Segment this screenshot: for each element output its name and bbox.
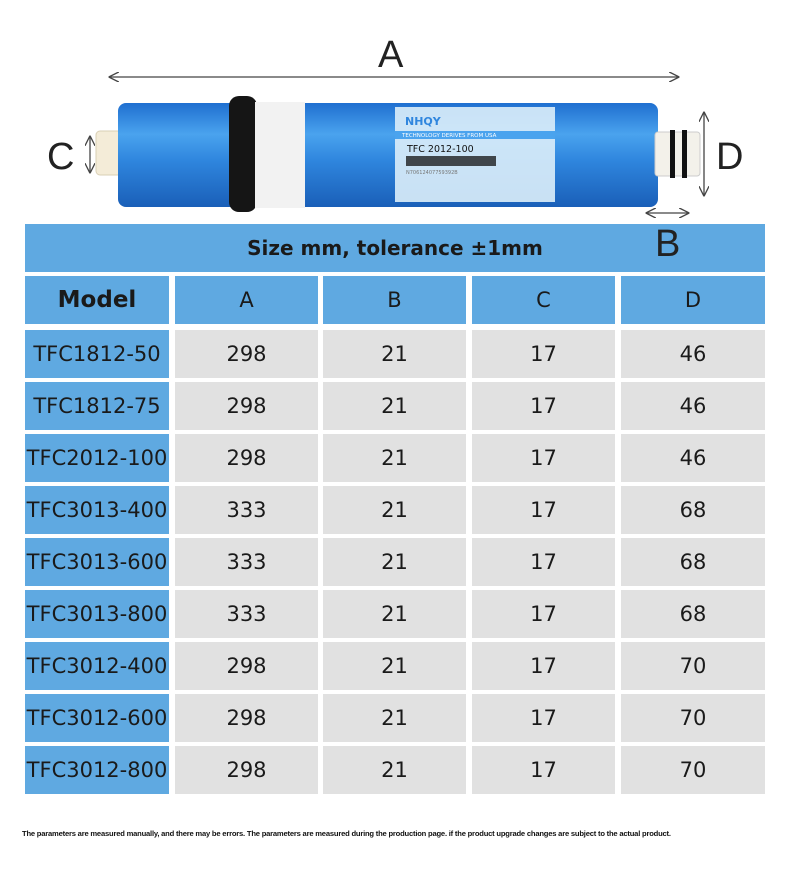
value-cell: 333 [175,538,318,586]
value-cell: 298 [175,746,318,794]
model-cell: TFC3013-600 [25,538,169,586]
model-text: TFC 2012-100 [407,144,474,155]
value-cell: 68 [621,486,765,534]
value-cell: 21 [323,746,466,794]
value-cell: 298 [175,434,318,482]
slogan-text: TECHNOLOGY DERIVES FROM USA [402,133,497,139]
model-cell: TFC3013-800 [25,590,169,638]
model-cell: TFC3013-400 [25,486,169,534]
seal-sleeve [255,102,305,208]
value-cell: 17 [472,642,615,690]
serial-text: N70612407759392B [406,170,458,176]
value-cell: 17 [472,538,615,586]
value-cell: 70 [621,642,765,690]
label-d: D [716,136,744,178]
label-a: A [378,34,404,76]
value-cell: 333 [175,590,318,638]
table-title: Size mm, tolerance ±1mm [25,224,765,272]
header-b: B [323,276,466,324]
value-cell: 17 [472,746,615,794]
header-c: C [472,276,615,324]
value-cell: 21 [323,486,466,534]
value-cell: 46 [621,382,765,430]
value-cell: 298 [175,330,318,378]
value-cell: 21 [323,382,466,430]
header-model: Model [25,276,169,324]
value-cell: 333 [175,486,318,534]
value-cell: 68 [621,538,765,586]
right-tube [655,132,700,176]
model-cell: TFC1812-75 [25,382,169,430]
value-cell: 298 [175,382,318,430]
model-cell: TFC3012-400 [25,642,169,690]
value-cell: 21 [323,590,466,638]
value-cell: 17 [472,434,615,482]
brand-text: NHQY [405,115,441,128]
value-cell: 17 [472,382,615,430]
value-cell: 21 [323,538,466,586]
value-cell: 70 [621,746,765,794]
value-cell: 21 [323,434,466,482]
model-cell: TFC1812-50 [25,330,169,378]
value-cell: 17 [472,330,615,378]
value-cell: 21 [323,694,466,742]
value-cell: 46 [621,330,765,378]
value-cell: 17 [472,694,615,742]
model-cell: TFC3012-800 [25,746,169,794]
value-cell: 17 [472,590,615,638]
value-cell: 68 [621,590,765,638]
label-c: C [47,136,75,178]
value-cell: 298 [175,642,318,690]
value-cell: 298 [175,694,318,742]
value-cell: 21 [323,642,466,690]
label-b: B [655,223,681,265]
value-cell: 46 [621,434,765,482]
value-cell: 17 [472,486,615,534]
header-a: A [175,276,318,324]
model-cell: TFC3012-600 [25,694,169,742]
header-d: D [621,276,765,324]
model-cell: TFC2012-100 [25,434,169,482]
footnote: The parameters are measured manually, and there may be errors. The parameters are measured during the production page. if the product upgrade changes are subject to the actual product. [22,829,671,838]
value-cell: 21 [323,330,466,378]
brine-seal [229,96,257,212]
membrane-body [118,103,658,207]
value-cell: 70 [621,694,765,742]
